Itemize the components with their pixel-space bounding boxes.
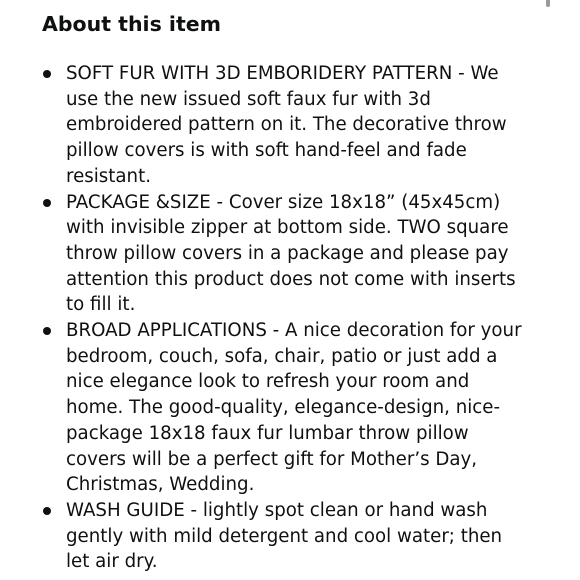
bullet-text-line: let air dry. [66,551,158,573]
bullet-text-line: SOFT FUR WITH 3D EMBORIDERY PATTERN - We [66,63,499,84]
bullet-text-line: pillow covers is with soft hand-feel and fade [66,140,467,162]
bullet-text-line: attention this product does not come with inserts [66,268,516,290]
feature-bullet-list [0,61,580,575]
bullet-text-line: throw pillow covers in a package and please pay [66,242,509,264]
bullet-text-line: to fill it. [66,294,136,316]
bullet-text-line: use the new issued soft faux fur with 3d [66,88,431,110]
bullet-dot-icon [43,507,51,515]
scrollbar-thumb[interactable] [546,0,550,7]
feature-bullet-broad-applications [0,318,580,498]
bullet-text-line: with invisible zipper at bottom side. TWO square [66,217,509,239]
bullet-text-line: Christmas, Wedding. [66,474,255,496]
bullet-text-line: WASH GUIDE - lightly spot clean or hand wash [66,499,488,521]
bullet-text-line: nice elegance look to refresh your room and [66,371,470,393]
feature-bullet-package-size [0,190,580,319]
about-this-item-heading: About this item [42,12,222,36]
bullet-text-line: BROAD APPLICATIONS - A nice decoration for your [66,320,522,342]
bullet-text-line: gently with mild detergent and cool water; then [66,525,503,547]
bullet-text-line: bedroom, couch, sofa, chair, patio or just add a [66,345,498,367]
bullet-text-line: covers will be a perfect gift for Mother’s Day, [66,448,478,470]
feature-bullet-soft-fur [0,61,580,190]
feature-bullet-wash-guide [0,498,580,575]
bullet-dot-icon [43,199,51,207]
bullet-dot-icon [43,70,51,78]
bullet-text-line: home. The good-quality, elegance-design, nice- [66,397,501,419]
bullet-text-line: PACKAGE &SIZE - Cover size 18x18” (45x45cm) [66,191,501,213]
bullet-text-line: embroidered pattern on it. The decorative throw [66,114,507,136]
bullet-text-line: resistant. [66,165,151,187]
bullet-text-line: package 18x18 faux fur lumbar throw pillow [66,422,469,444]
bullet-dot-icon [43,327,51,335]
